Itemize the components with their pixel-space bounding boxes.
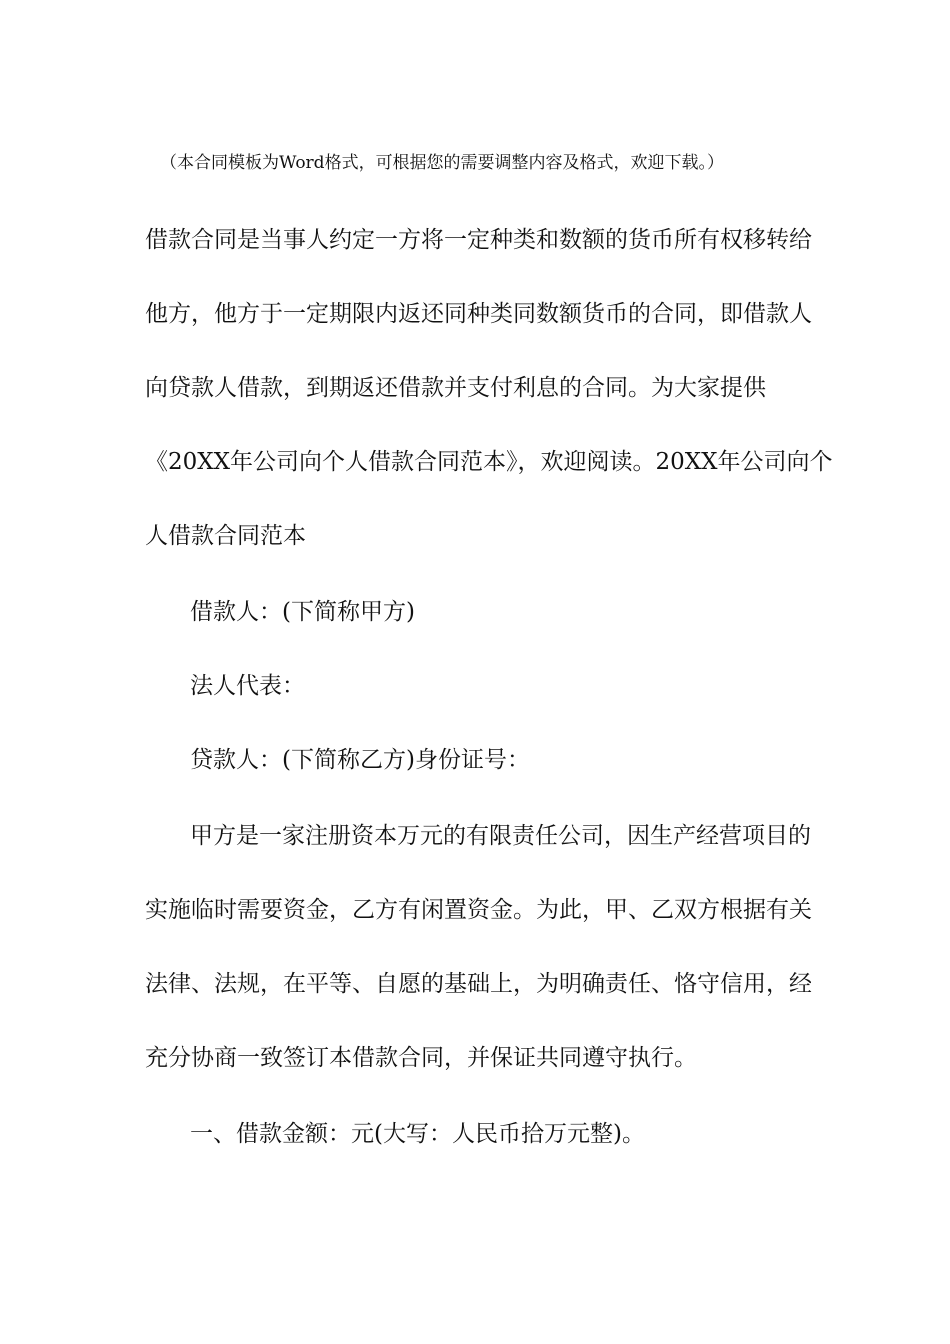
intro-line-1: 借款合同是当事人约定一方将一定种类和数额的货币所有权移转给 [145, 227, 812, 253]
clause-1-loan-amount: 一、借款金额：元(大写：人民币拾万元整)。 [190, 1121, 645, 1147]
intro-line-5: 人借款合同范本 [145, 523, 306, 549]
purpose-line-3: 法律、法规，在平等、自愿的基础上，为明确责任、恪守信用，经 [145, 971, 812, 997]
purpose-line-4: 充分协商一致签订本借款合同，并保证共同遵守执行。 [145, 1045, 697, 1071]
intro-line-2: 他方，他方于一定期限内返还同种类同数额货币的合同，即借款人 [145, 301, 812, 327]
intro-line-4: 《20XX年公司向个人借款合同范本》，欢迎阅读。20XX年公司向个 [145, 449, 833, 475]
template-note: （本合同模板为Word格式，可根据您的需要调整内容及格式，欢迎下载。） [160, 153, 725, 173]
legal-representative-line: 法人代表： [190, 673, 305, 699]
purpose-line-1: 甲方是一家注册资本万元的有限责任公司，因生产经营项目的 [190, 823, 811, 849]
intro-line-3: 向贷款人借款，到期返还借款并支付利息的合同。为大家提供 [145, 375, 766, 401]
purpose-line-2: 实施临时需要资金，乙方有闲置资金。为此，甲、乙双方根据有关 [145, 897, 812, 923]
borrower-line: 借款人：(下简称甲方) [190, 599, 415, 625]
lender-line: 贷款人：(下简称乙方)身份证号： [190, 747, 530, 773]
